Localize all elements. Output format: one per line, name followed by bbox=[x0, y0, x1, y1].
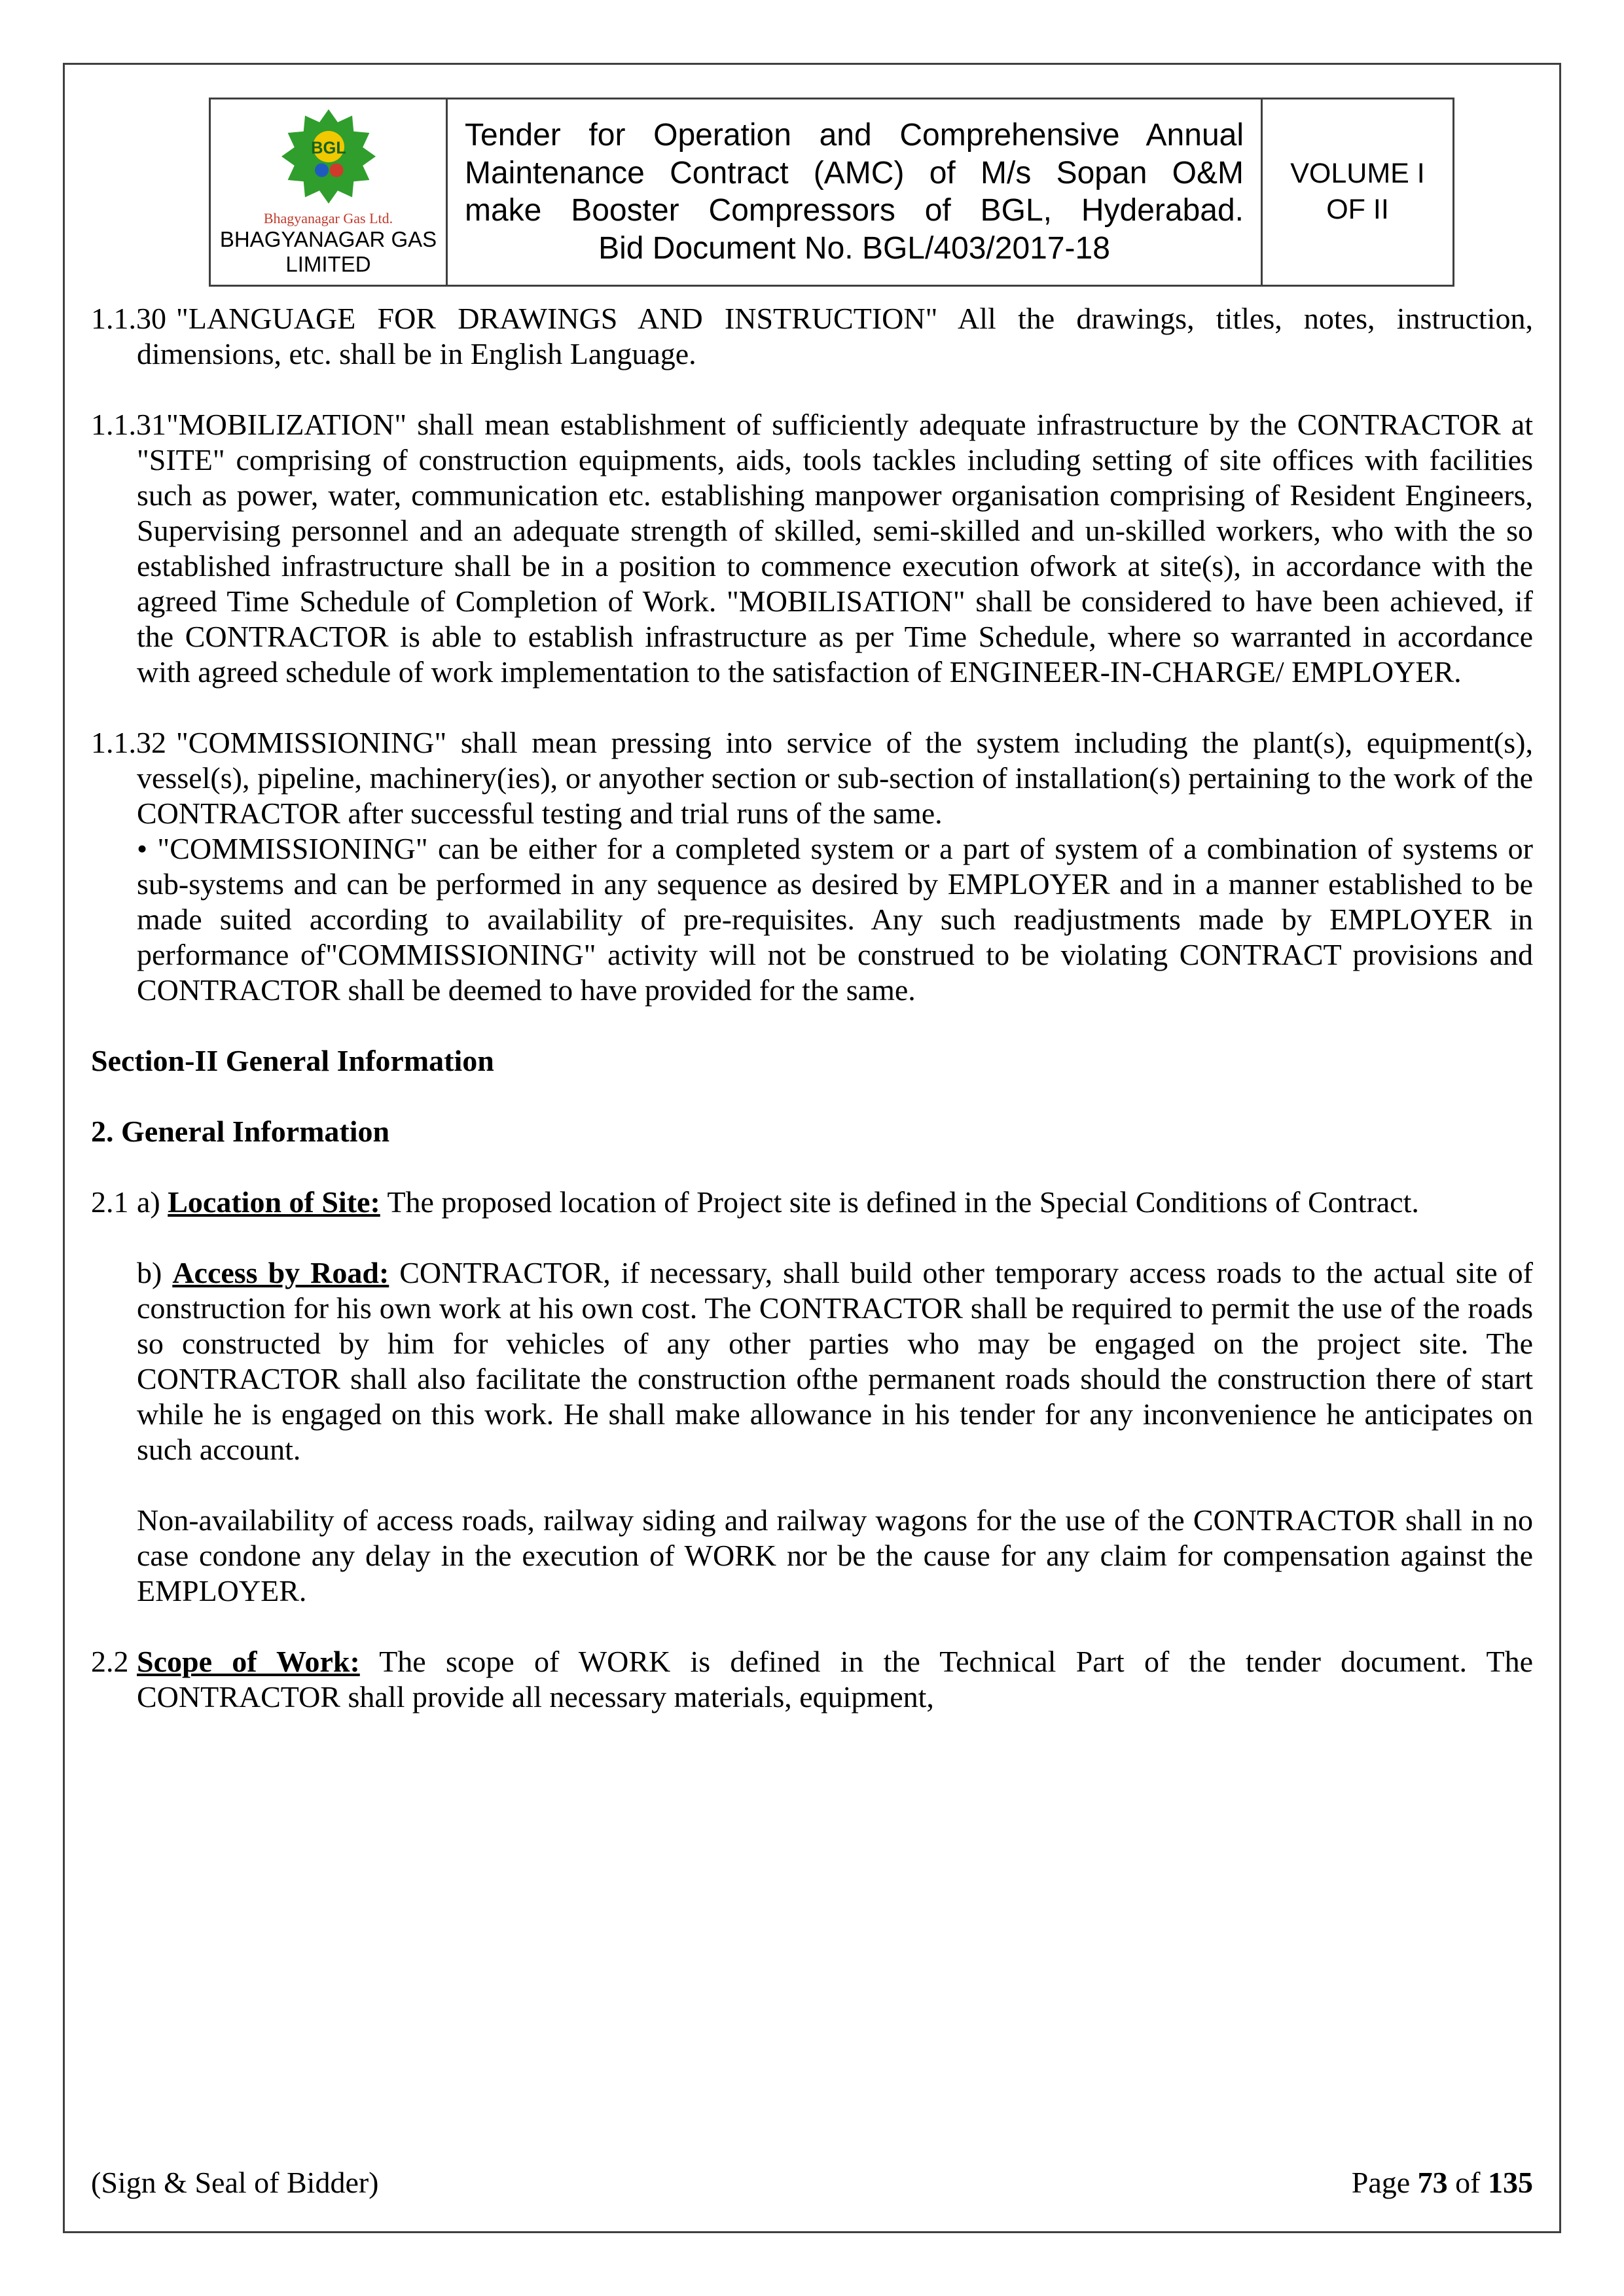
clause-label: Location of Site: bbox=[168, 1185, 380, 1219]
of-word: of bbox=[1455, 2166, 1481, 2199]
tender-title-cell bbox=[447, 99, 1262, 286]
clause-number: 2.1 bbox=[91, 1185, 129, 1219]
clause-text: The scope of WORK is defined in the Technical Part of the tender document. The CONTRACTOR shall provide all necessary materials, equipment, bbox=[137, 1644, 1533, 1713]
section-heading: Section-II General Information bbox=[91, 1043, 494, 1077]
volume-line1: VOLUME I bbox=[1290, 157, 1425, 189]
page-number: 73 bbox=[1417, 2166, 1448, 2199]
company-name-line2: LIMITED bbox=[285, 251, 371, 276]
clause-1-1-31 bbox=[91, 407, 1533, 690]
clause-text: "LANGUAGE FOR DRAWINGS AND INSTRUCTION" All the drawings, titles, notes, instruction, dimensions, etc. shall be in English Language. bbox=[137, 301, 1533, 370]
clause-1-1-32-para2: • "COMMISSIONING" can be either for a completed system or a part of system of a combination of systems or sub-systems and can be performed in any sequence as desired by EMPLOYER and in a manner established to be made suited according to availability of pre-requisites. Any such readjustments made by EMPLOYER in performance of"COMMISSIONING" activity will not be construed to be violating CONTRACT provisions and CONTRACTOR shall be deemed to have provided for the same. bbox=[137, 831, 1533, 1007]
clause-1-1-32 bbox=[91, 725, 1533, 1008]
clause-number: 1.1.31 bbox=[91, 407, 166, 441]
clause-1-1-30 bbox=[91, 301, 1533, 372]
bgl-logo-icon bbox=[280, 107, 378, 206]
clause-label: Scope of Work: bbox=[137, 1644, 360, 1678]
logo-drop-red bbox=[329, 164, 343, 177]
clause-text: The proposed location of Project site is defined in the Special Conditions of Contract. bbox=[387, 1185, 1419, 1219]
tender-title-line3: make Booster Compressors of BGL, Hyderabad. bbox=[465, 193, 1244, 228]
page-word: Page bbox=[1351, 2166, 1411, 2199]
clause-2-1-b bbox=[137, 1255, 1533, 1467]
clause-2-2 bbox=[91, 1644, 1533, 1715]
page-footer bbox=[91, 2165, 1533, 2200]
clause-1-1-32-para1 bbox=[91, 725, 1533, 831]
document-body bbox=[91, 301, 1533, 1715]
company-name-line1: BHAGYANAGAR GAS bbox=[219, 227, 437, 251]
list-marker: b) bbox=[137, 1255, 162, 1289]
clause-number: 2.2 bbox=[91, 1644, 129, 1678]
clause-number: 1.1.30 bbox=[91, 301, 166, 335]
clause-text: "COMMISSIONING" shall mean pressing into service of the system including the plant(s), equipment(s), vessel(s), pipeline, machinery(ies), or anyother section or sub-section of installation(s) pertaining to the work of the CONTRACTOR after successful testing and trial runs of the same. bbox=[137, 725, 1533, 830]
document-header bbox=[209, 98, 1454, 287]
tender-title-line1: Tender for Operation and Comprehensive Annual bbox=[465, 118, 1244, 153]
logo-acronym: BGL bbox=[310, 139, 346, 158]
logo-cell bbox=[210, 99, 447, 286]
page-indicator bbox=[1352, 2165, 1533, 2200]
tender-title-line2: Maintenance Contract (AMC) of M/s Sopan O&M bbox=[465, 155, 1244, 190]
clause-number: 1.1.32 bbox=[91, 725, 166, 759]
list-marker: a) bbox=[137, 1185, 160, 1219]
clause-text: CONTRACTOR, if necessary, shall build other temporary access roads to the actual site of construction for his own work at his own cost. The CONTRACTOR shall be required to permit the use of the roads so constructed by him for vehicles of any other parties who may be engaged on the project site. The CONTRACTOR shall also facilitate the construction ofthe permanent roads should the construction there of start while he is engaged on this work. He shall make allowance in his tender for any inconvenience he anticipates on such account. bbox=[137, 1255, 1533, 1466]
clause-text: "MOBILIZATION" shall mean establishment of sufficiently adequate infrastructure by the CONTRACTOR at "SITE" comprising of construction equipments, aids, tools tackles including setting of site offices with facilities such as power, water, communication etc. establishing manpower organisation comprising of Resident Engineers, Supervising personnel and an adequate strength of skilled, semi-skilled and un-skilled workers, who with the so established infrastructure shall be in a position to commence execution ofwork at site(s), in accordance with the agreed Time Schedule of Completion of Work. "MOBILISATION" shall be considered to have been achieved, if the CONTRACTOR is able to establish infrastructure as per Time Schedule, where so warranted in accordance with agreed schedule of work implementation to the satisfaction of ENGINEER-IN-CHARGE/ EMPLOYER. bbox=[137, 407, 1533, 689]
bid-document-number: Bid Document No. BGL/403/2017-18 bbox=[598, 231, 1110, 266]
clause-2-1-c: Non-availability of access roads, railway siding and railway wagons for the use of the CONTRACTOR shall in no case condone any delay in the execution of WORK nor be the cause for any claim for compensation against the EMPLOYER. bbox=[137, 1503, 1533, 1607]
logo-drop-blue bbox=[315, 164, 329, 177]
sign-seal-label: (Sign & Seal of Bidder) bbox=[91, 2166, 379, 2199]
volume-cell bbox=[1262, 99, 1454, 286]
clause-label: Access by Road: bbox=[172, 1255, 389, 1289]
general-information-heading: 2. General Information bbox=[91, 1114, 390, 1148]
clause-2-1-a bbox=[91, 1185, 1533, 1220]
document-page bbox=[63, 63, 1561, 2233]
logo-subtitle: Bhagyanagar Gas Ltd. bbox=[263, 210, 393, 226]
total-pages: 135 bbox=[1488, 2166, 1533, 2199]
volume-line2: OF II bbox=[1326, 194, 1389, 226]
